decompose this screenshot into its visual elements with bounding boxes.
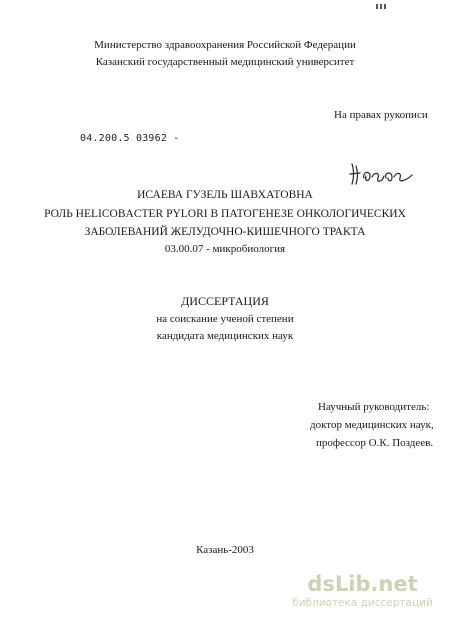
city-year: Казань-2003 (196, 544, 254, 556)
document-type: ДИССЕРТАЦИЯ (181, 294, 269, 308)
degree-line-2: кандидата медицинских наук (156, 330, 294, 342)
ministry-name: Министерство здравоохранения Российской Федерации (94, 39, 356, 51)
advisor-label: Научный руководитель: (318, 401, 430, 413)
author-name: ИСАЕВА ГУЗЕЛЬ ШАВХАТОВНА (137, 189, 313, 201)
registration-number: 04.200.5 03962 - (80, 133, 180, 144)
advisor-name: профессор О.К. Поздеев. (316, 437, 434, 449)
university-name: Казанский государственный медицинский университет (95, 56, 355, 68)
thesis-title-line-2: ЗАБОЛЕВАНИЙ ЖЕЛУДОЧНО-КИШЕЧНОГО ТРАКТА (84, 226, 366, 238)
specialty-code: 03.00.07 - микробиология (164, 243, 286, 255)
watermark-brand: dsLib.net (307, 572, 418, 596)
thesis-title-line-1: РОЛЬ HELICOBACTER PYLORI В ПАТОГЕНЕЗЕ ОНКОЛОГИЧЕСКИХ (44, 208, 406, 220)
watermark-subtitle: библиотека диссертаций (292, 597, 433, 609)
degree-line-1: на соискание ученой степени (156, 313, 294, 325)
rights-notice: На правах рукописи (334, 109, 428, 121)
author-signature (346, 158, 416, 186)
scan-corner-mark (376, 4, 386, 9)
dslib-watermark (280, 572, 445, 614)
advisor-degree: доктор медицинских наук, (310, 419, 434, 431)
